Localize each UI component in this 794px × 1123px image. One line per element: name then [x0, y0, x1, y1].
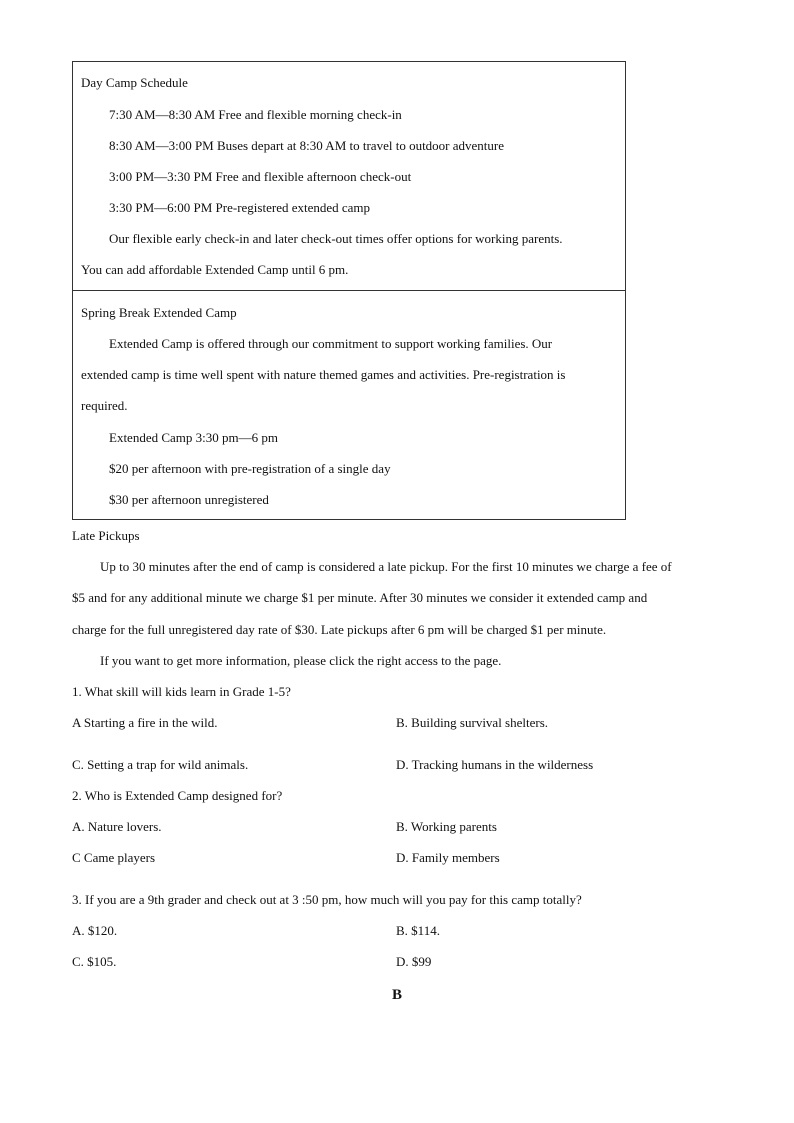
question-stem: 3. If you are a 9th grader and check out at 3 :50 pm, how much will you pay for this camp totally?	[72, 892, 582, 907]
schedule-note: Our flexible early check-in and later check-out times offer options for working parents.	[109, 231, 563, 246]
extended-time: Extended Camp 3:30 pm—6 pm	[109, 430, 278, 445]
question-stem: 1. What skill will kids learn in Grade 1-5?	[72, 684, 291, 699]
late-paragraph: Up to 30 minutes after the end of camp is considered a late pickup. For the first 10 minutes we charge a fee of	[100, 559, 672, 574]
schedule-row: 7:30 AM—8:30 AM Free and flexible morning check-in	[109, 107, 402, 122]
schedule-row: 3:30 PM—6:00 PM Pre-registered extended camp	[109, 200, 371, 215]
question-option: D. $99	[396, 954, 432, 969]
extended-paragraph: extended camp is time well spent with nature themed games and activities. Pre-registration is	[81, 367, 566, 382]
question-option: B. Working parents	[396, 819, 497, 834]
question-option: B. $114.	[396, 923, 440, 938]
schedule-row: 8:30 AM—3:00 PM Buses depart at 8:30 AM to travel to outdoor adventure	[109, 138, 505, 153]
late-paragraph: $5 and for any additional minute we charge $1 per minute. After 30 minutes we consider it extended camp and	[72, 590, 648, 605]
question-option: B. Building survival shelters.	[396, 715, 549, 730]
question-stem: 2. Who is Extended Camp designed for?	[72, 788, 283, 803]
question-option: C. Setting a trap for wild animals.	[72, 757, 249, 772]
question-option: D. Tracking humans in the wilderness	[396, 757, 594, 772]
late-paragraph: charge for the full unregistered day rate of $30. Late pickups after 6 pm will be charged $1 per minute.	[72, 622, 607, 637]
question-option: A. $120.	[72, 923, 118, 938]
question-option: D. Family members	[396, 850, 500, 865]
extended-price: $30 per afternoon unregistered	[109, 492, 269, 507]
section-letter: B	[391, 987, 402, 1003]
question-option: C. $105.	[72, 954, 117, 969]
extended-paragraph: required.	[81, 398, 128, 413]
schedule-note-continued: You can add affordable Extended Camp until 6 pm.	[81, 262, 349, 277]
more-info-text: If you want to get more information, please click the right access to the page.	[100, 653, 502, 668]
question-option: C Came players	[72, 850, 156, 865]
extended-paragraph: Extended Camp is offered through our commitment to support working families. Our	[109, 336, 553, 351]
question-option: A Starting a fire in the wild.	[72, 715, 218, 730]
late-title: Late Pickups	[72, 528, 140, 543]
day-camp-schedule-box	[72, 61, 626, 291]
extended-title: Spring Break Extended Camp	[81, 305, 237, 320]
extended-price: $20 per afternoon with pre-registration of a single day	[109, 461, 391, 476]
extended-camp-box	[72, 290, 626, 520]
schedule-row: 3:00 PM—3:30 PM Free and flexible afternoon check-out	[109, 169, 412, 184]
schedule-title: Day Camp Schedule	[81, 75, 188, 90]
question-option: A. Nature lovers.	[72, 819, 162, 834]
